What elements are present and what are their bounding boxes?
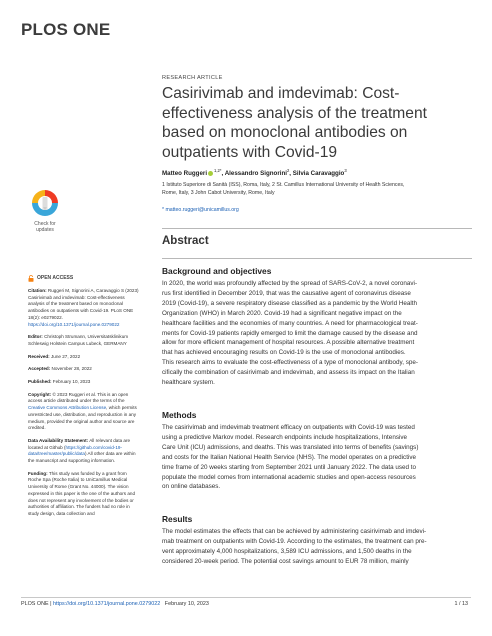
article-info-sidebar (28, 275, 140, 524)
orcid-icon[interactable] (208, 171, 213, 176)
editor-text: Christoph Strumann, Universitatsklinikum Schleswig Holstein Campus Lubeck, GERMANY (28, 334, 129, 346)
copyright-label: Copyright: (28, 391, 52, 397)
page-number: 1 / 13 (454, 601, 468, 607)
copyright-text: , which permits unrestricted use, distribution, and reproduction in any medium, provided the original author and source are credited. (28, 405, 137, 431)
text-line: rus first identified in December 2019, that was the causative agent of coronavirus disease (162, 289, 411, 297)
text-line: time frame of 20 weeks starting from September 2021 until January 2022. The data used to (162, 463, 417, 471)
author-affiliation-sup: 2 (286, 168, 290, 173)
text-line: populate the model comes from international academic studies and open-access resources (162, 473, 416, 481)
citation-doi-link[interactable]: https://doi.org/10.1371/journal.pone.0279022 (28, 321, 120, 327)
affiliation-line: 1 Istituto Superiore di Sanità (ISS), Roma, Italy, 2 St. Camillus International University of Health Sciences, (162, 182, 405, 188)
text-line: considered 20-week period. The potential cost savings amount to EUR 78 million, mainly (162, 557, 409, 565)
article-type: RESEARCH ARTICLE (162, 75, 223, 81)
footer-doi-link[interactable]: https://doi.org/10.1371/journal.pone.0279022 (52, 601, 161, 607)
author-name[interactable]: Alessandro Signorini (224, 170, 287, 178)
crossmark-icon (28, 188, 62, 220)
text-line: This research aims to evaluate the cost-effectiveness of a type of monoclonal antibody, spe- (162, 359, 418, 367)
received-date: June 27, 2022 (51, 353, 81, 359)
footer-journal: PLOS ONE (21, 601, 49, 607)
abstract-heading: Abstract (162, 235, 209, 247)
text-line: and costs for the Italian National Health Service (NHS). The model operates on a predictive (162, 453, 416, 461)
background-heading: Background and objectives (162, 266, 272, 276)
text-line: using a predictive Markov model. Research endpoints include hospitalizations, Intensive (162, 433, 408, 441)
text-line: The model estimates the effects that can be achieved by administering casirivimab and imdevi- (162, 528, 427, 535)
copyright-block (28, 392, 140, 432)
text-line: Care Unit (ICU) admissions, and deaths. This was translated into terms of benefits (savings) (162, 443, 419, 451)
footer-separator: | (50, 601, 52, 607)
funding-block (28, 471, 140, 518)
journal-logo[interactable]: PLOS ONE (21, 20, 111, 39)
methods-text (162, 423, 474, 492)
data-availability-block (28, 438, 140, 465)
copyright-text: © 2023 Ruggeri et al. This is an open access article distributed under the terms of the (28, 391, 129, 404)
accepted-block (28, 366, 140, 373)
crossmark-label-line: updates (36, 227, 54, 233)
footer-date: February 10, 2023 (164, 601, 209, 607)
received-label: Received: (28, 353, 50, 359)
editor-block (28, 334, 140, 347)
background-text (162, 279, 474, 388)
text-line: on online databases. (162, 483, 221, 491)
published-block (28, 379, 140, 386)
open-access-label: OPEN ACCESS (37, 275, 74, 282)
funding-label: Funding: (28, 470, 48, 476)
results-heading: Results (162, 514, 193, 524)
text-line: In 2020, the world was profoundly affected by the spread of SARS-CoV-2, a novel coronavi- (162, 280, 418, 287)
open-access-badge (28, 275, 140, 282)
author-list: Matteo Ruggeri $^{1,2*}$, Alessandro Signorini$^2$, Silvia Caravaggio$^3$ (162, 168, 347, 178)
accepted-date: November 28, 2022 (51, 366, 92, 372)
divider (162, 228, 472, 229)
article-title: Casirivimab and imdevimab: Cost-effectiveness analysis of the treatment based on monoclonal antibodies on outpatients with Covid-19 (162, 85, 427, 161)
citation-text: Ruggeri M, Signorini A, Caravaggio S (2023) Casirivimab and imdevimab: Cost-effectiveness analysis of the treatment based on monoclonal antibodies on outpatients with Covid-19. PLoS ONE 18(2): e0279022. (28, 288, 139, 320)
affiliation-line: Rome, Italy, 3 John Cabot University, Rome, Italy (162, 190, 275, 196)
github-data-link[interactable]: https://github.com/covid-19-data/tree/master/public/data (28, 444, 122, 457)
text-line: that has achieved encouraging results on Covid-19 is the use of monoclonal antibodies. (162, 349, 406, 357)
affiliations (162, 181, 472, 197)
crossmark-label-line: Check for (34, 221, 56, 227)
author-name[interactable]: Matteo Ruggeri (162, 170, 208, 178)
methods-heading: Methods (162, 410, 197, 420)
crossmark-badge[interactable] (28, 188, 62, 233)
text-line: 2019 (Covid-19), a severe respiratory disease classified as a pandemic by the World Health (162, 299, 418, 307)
data-availability-text: All relevant data are located at Github ( (28, 437, 131, 450)
accepted-label: Accepted: (28, 366, 51, 372)
divider (162, 258, 472, 259)
author-affiliation-sup: 1,2* (214, 168, 222, 173)
published-date: February 10, 2023 (52, 379, 91, 385)
author-name[interactable]: Silvia Caravaggio (292, 170, 345, 178)
citation-block (28, 288, 140, 328)
corresponding-email-link[interactable]: * matteo.ruggeri@unicamillus.org (162, 207, 239, 213)
text-line: The casirivimab and imdevimab treatment efficacy on outpatients with Covid-19 was tested (162, 424, 415, 431)
text-line: Organization (WHO) in March 2020. Covid-19 had a significant negative impact on the (162, 309, 402, 317)
text-line: ments for Covid-19 patients rapidly emerged to limit the damage caused by the disease and (162, 329, 418, 337)
text-line: mab treatment on outpatients with Covid-19. According to the estimates, the treatment can pre- (162, 537, 427, 545)
open-lock-icon (28, 275, 34, 282)
text-line: healthcare system. (162, 379, 215, 387)
footer-divider (21, 597, 471, 598)
data-availability-text: ) All other data are within the manuscript and supporting information. (28, 451, 136, 464)
text-line: allow for more efficient management of hospital resources. A possible alternative treatment (162, 339, 415, 347)
license-link[interactable]: Creative Commons Attribution License (28, 405, 107, 411)
results-text (162, 527, 474, 567)
published-label: Published: (28, 379, 52, 385)
editor-label: Editor: (28, 334, 43, 340)
crossmark-label (28, 221, 62, 233)
data-availability-label: Data Availability Statement: (28, 437, 89, 443)
text-line: vent approximately 4,000 hospitalizations, 3,589 ICU admissions, and 1,500 deaths in the (162, 547, 412, 555)
text-line: cifically the combination of casirivimab and imdevimab, and assess its impact on the Italian (162, 369, 415, 377)
funding-text: This study was funded by a grant from Roche Spa (Roche Italia) to UniCamillus Medical University of Rome (Grant No. 44000). The vision expressed in this paper is the one of the authors and does not represent any involvement of the bodies or authorities of affiliation. The funders had no role in study design, data collection and (28, 470, 136, 516)
citation-label: Citation: (28, 288, 47, 293)
author-affiliation-sup: 3 (344, 168, 347, 173)
text-line: healthcare facilities and the economies of many countries. A need for pharmacological treat- (162, 319, 418, 327)
received-block (28, 354, 140, 361)
page-footer (21, 601, 209, 607)
